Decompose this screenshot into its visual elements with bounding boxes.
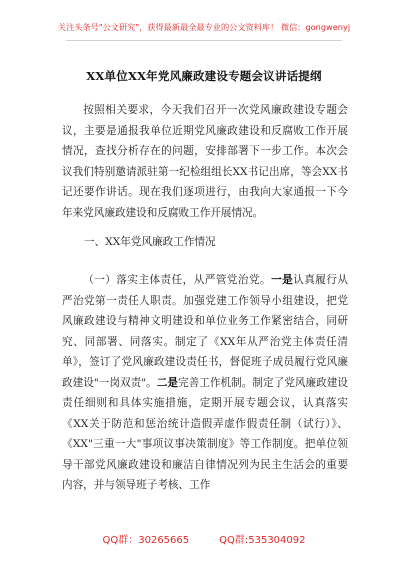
intro-paragraph: 按照相关要求，今天我们召开一次党风廉政建设专题会议，主要是通报我单位近期党风廉政建设和反腐败工作开展情况，查找分析存在的问题，安排部署下一步工作。本次会议我们特别邀请派驻第一纪检组组长XX书记出席，等会XX书记还要作讲话。现在我们逐项进行，由我向大家通报一下今年来党风廉政建设和反腐败工作开展情况。	[62, 104, 348, 219]
footer-qq-group-2: QQ群:535304092	[219, 535, 306, 546]
point-one-marker: 一是	[271, 274, 294, 286]
point-two-text: 完善工作机制。制定了党风廉政建设责任细则和具体实施措施，定期开展专题会议，认真落实《XX关于防范和惩治统计造假弄虚作假责任制（试行）》、《XX"三重一大"事项议事决策制度》等工作制度。把单位领导干部党风廉政建设和廉洁自律情况列为民主生活会的重要内容，并与领导班子考核、工作	[62, 376, 348, 491]
responsibility-paragraph	[62, 270, 348, 496]
header-divider	[66, 40, 342, 41]
document-title: XX单位XX年党风廉政建设专题会议讲话提纲	[86, 69, 322, 83]
section-heading: 一、XX年党风廉政工作情况	[84, 236, 216, 248]
paragraph-lead: （一）落实主体责任，从严管党治党。	[83, 274, 272, 286]
header-notice: 关注头条号"公文研究"，获得最新最全最专业的公文资料库！ 微信：gongwenyj	[57, 22, 351, 32]
footer-qq-group-1: QQ群：30265665	[102, 535, 190, 546]
point-two-marker: 二是	[156, 376, 179, 389]
point-one-text: 认真履行从严治党第一责任人职责。加强党建工作领导小组建设，把党风廉政建设与精神文明建设和单位业务工作紧密结合，同研究、同部署、同落实。制定了《XX年从严治党主体责任清单》，签订了党风廉政建设责任书，督促班子成员履行党风廉政建设"一岗双责"。	[62, 274, 349, 389]
footer-contacts	[0, 531, 408, 546]
